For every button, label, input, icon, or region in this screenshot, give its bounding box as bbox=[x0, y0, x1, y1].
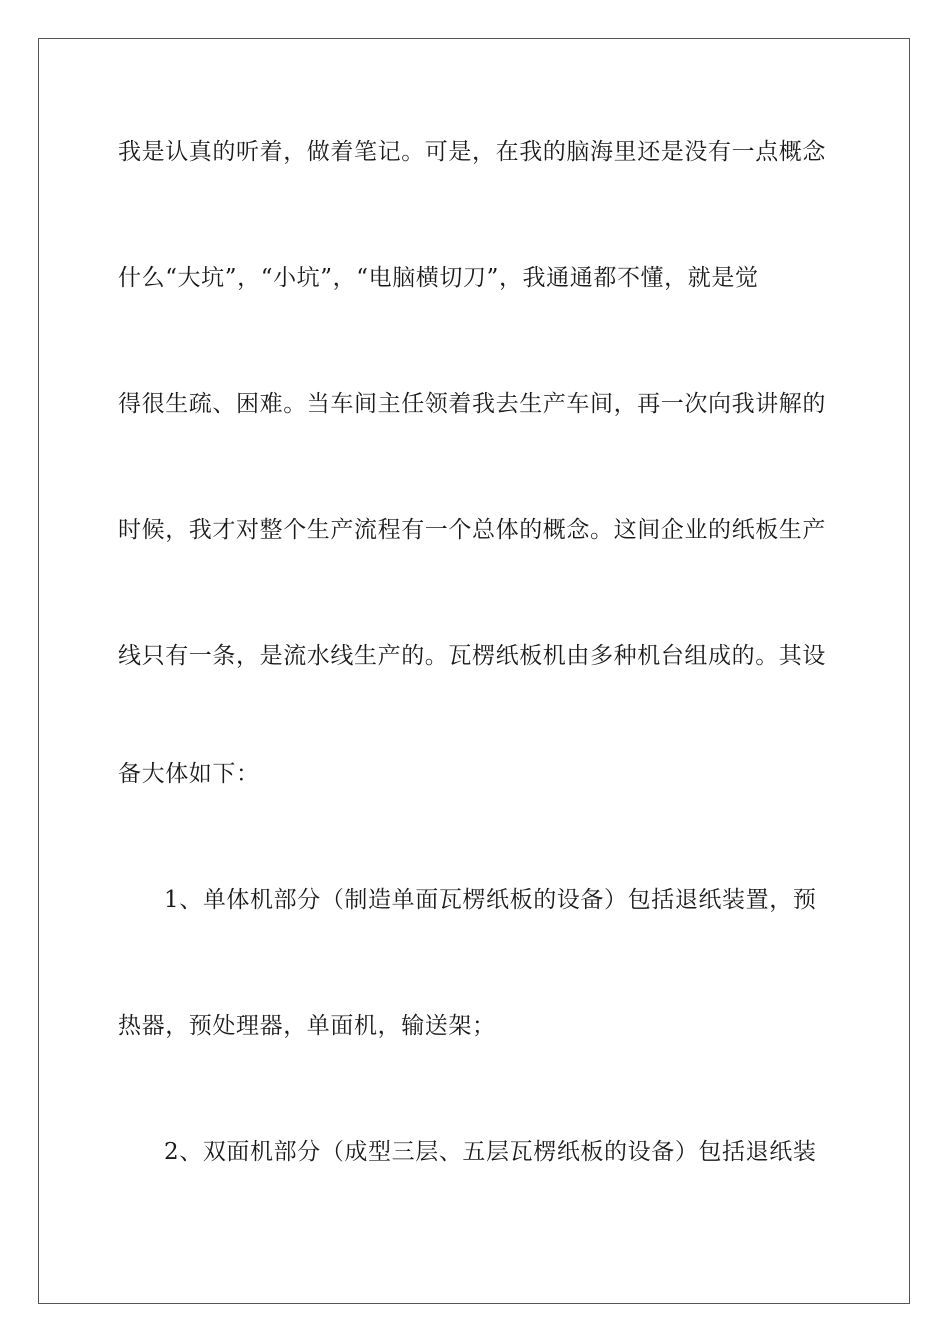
text-line-1: 我是认真的听着，做着笔记。可是，在我的脑海里还是没有一点概念 bbox=[118, 139, 826, 165]
text-line-6: 备大体如下： bbox=[118, 761, 260, 787]
text-line-3: 得很生疏、困难。当车间主任领着我去生产车间，再一次向我讲解的 bbox=[118, 391, 826, 417]
text-line-4: 时候，我才对整个生产流程有一个总体的概念。这间企业的纸板生产 bbox=[118, 517, 826, 543]
list-item-2-line-1: 2、双面机部分（成型三层、五层瓦楞纸板的设备）包括退纸装 bbox=[164, 1139, 817, 1165]
list-item-1-line-1: 1、单体机部分（制造单面瓦楞纸板的设备）包括退纸装置，预 bbox=[164, 887, 817, 913]
list-item-1-line-2: 热器，预处理器，单面机，输送架； bbox=[118, 1013, 496, 1039]
text-line-2: 什么“大坑”，“小坑”，“电脑横切刀”，我通通都不懂，就是觉 bbox=[118, 265, 759, 291]
text-line-5: 线只有一条，是流水线生产的。瓦楞纸板机由多种机台组成的。其设 bbox=[118, 643, 826, 669]
